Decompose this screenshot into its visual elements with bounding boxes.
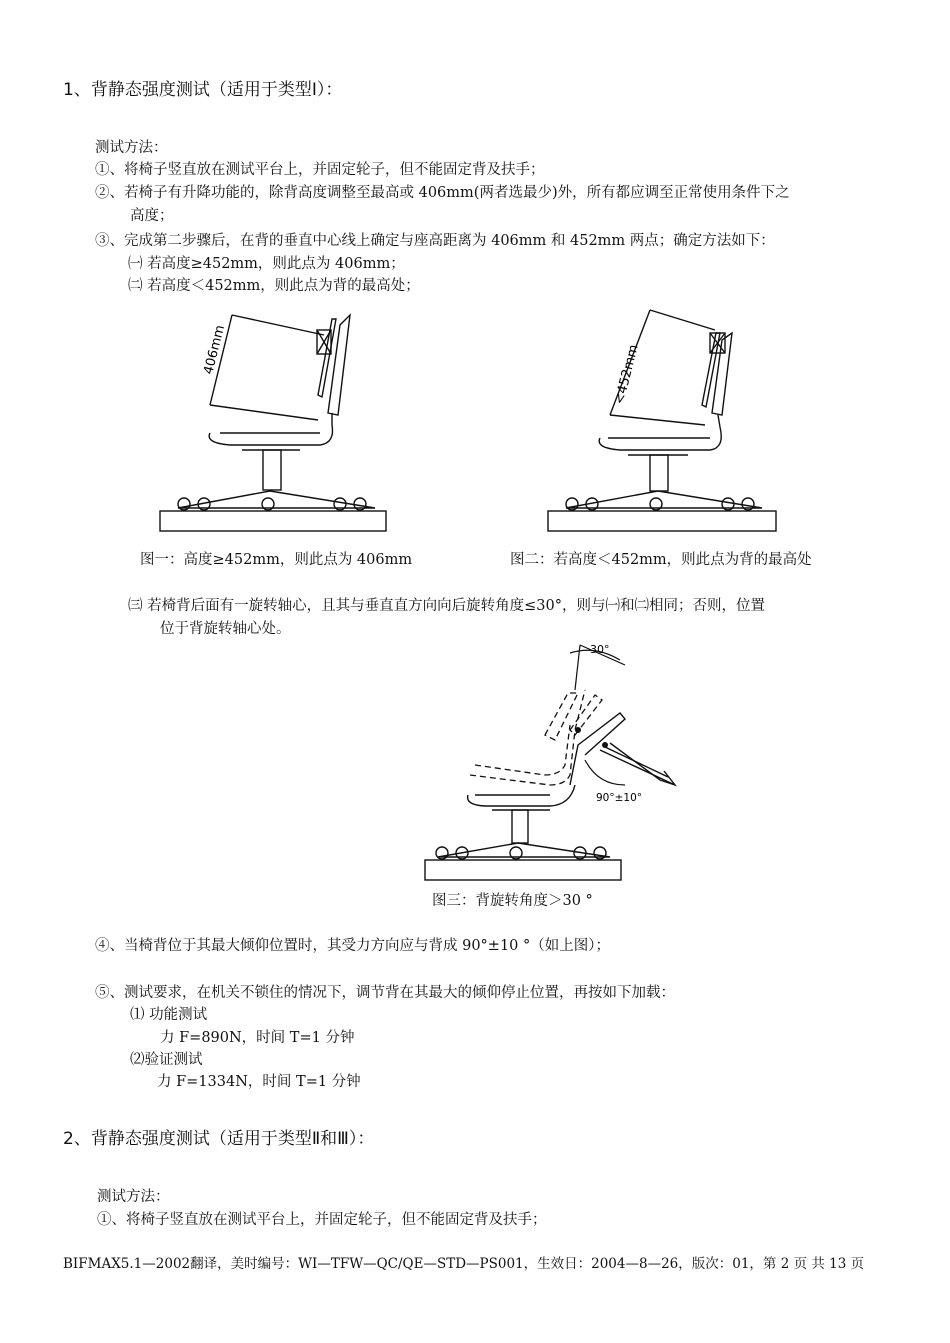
page-footer: BIFMAX5.1—2002翻译，美时编号：WI—TFW—QC/QE—STD—PS001，生效日：2004—8—26，版次：01，第 2 页 共 13 页	[63, 1256, 865, 1272]
verification-test-force: 力 F=1334N，时间 T=1 分钟	[157, 1074, 361, 1090]
function-test-force: 力 F=890N，时间 T=1 分钟	[160, 1030, 355, 1046]
verification-test-label: ⑵验证测试	[130, 1052, 203, 1068]
section-1-heading: 1、背静态强度测试（适用于类型Ⅰ）：	[63, 80, 343, 100]
sub-item-1: ㈠ 若高度≥452mm，则此点为 406mm；	[128, 256, 405, 272]
figure-1-chair-diagram	[150, 305, 395, 535]
figure-2-chair-diagram	[540, 305, 785, 535]
step-2-line-1: ②、若椅子有升降功能的，除背高度调整至最高或 406mm(两者选最少)外，所有都应调至正常使用条件下之	[95, 185, 790, 201]
step-4: ④、当椅背位于其最大倾仰位置时，其受力方向应与背成 90°±10 °（如上图）；	[95, 938, 611, 954]
section-2-step-1: ①、将椅子竖直放在测试平台上，并固定轮子，但不能固定背及扶手；	[97, 1212, 547, 1228]
sub-item-2: ㈡ 若高度＜452mm，则此点为背的最高处；	[128, 278, 420, 294]
sub-item-3-line-1: ㈢ 若椅背后面有一旋转轴心，且其与垂直直方向向后旋转角度≤30°，则与㈠和㈡相同；否则，位置	[128, 598, 765, 614]
section-2-method-label: 测试方法：	[97, 1189, 170, 1205]
method-label: 测试方法：	[95, 140, 168, 156]
figure-3-caption: 图三：背旋转角度＞30 °	[432, 893, 593, 909]
step-2-line-2: 高度；	[130, 208, 174, 224]
step-5: ⑤、测试要求，在机关不锁住的情况下，调节背在其最大的倾仰停止位置，再按如下加载：	[95, 985, 675, 1001]
function-test-label: ⑴ 功能测试	[130, 1007, 208, 1023]
figure-2-dimension: <452mm	[612, 343, 642, 406]
figure-3-top-angle: 30°	[590, 643, 610, 656]
section-2-heading: 2、背静态强度测试（适用于类型Ⅱ和Ⅲ）：	[63, 1129, 375, 1149]
figure-1-dimension: 406mm	[201, 323, 229, 376]
figure-3-force-angle: 90°±10°	[596, 792, 643, 804]
step-3: ③、完成第二步骤后，在背的垂直中心线上确定与座高距离为 406mm 和 452mm 两点；确定方法如下：	[95, 233, 775, 249]
sub-item-3-line-2: 位于背旋转轴心处。	[160, 621, 291, 637]
figure-3-chair-rotation-diagram	[420, 635, 643, 885]
figure-1-caption: 图一：高度≥452mm，则此点为 406mm	[140, 552, 413, 568]
step-1: ①、将椅子竖直放在测试平台上，并固定轮子，但不能固定背及扶手；	[95, 162, 545, 178]
figure-2-caption: 图二：若高度＜452mm，则此点为背的最高处	[510, 552, 812, 568]
